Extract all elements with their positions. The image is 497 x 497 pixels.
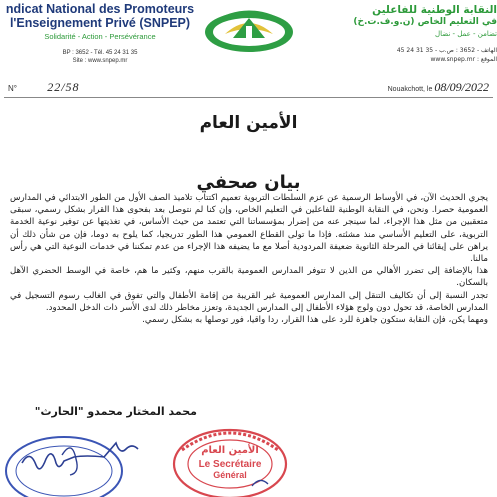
motto-ar: تضامن - عمل - نضال [435,30,497,38]
stamp-arabic-title: الأمين العام [201,445,259,456]
reference-date [388,80,489,95]
document-title: بيان صحفي [196,172,301,193]
body-paragraph: يجري الحديث الآن، في الأوساط الرسمية عن عزم السلطات التربوية تعميم اكتتاب تلاميذ الصف الأول من الطور الابتدائي في المدارس العمومية حصرا. ونحن، في النقابة الوطنية للفاعلين في التعليم الخاص، وإن كنا لم نتوصل بعد بفحوى هذا القرار بشكل رسمي، سبقى متعقبين من مثل هذا الإجراء، لما سينجر عنه من إضرار بمؤسساتنا التي تعتمد من حيث الأساس، في تغذيتها عن توفير نوعية الخدمة التربوية، على التعليم الأساسي منذ مشئته. فإذا ما تولى القطاع العمومي هذا الطور تدريجيا، كما يلوح به دوما، فإن من شأن ذلك أن يراهن على إيقائنا في المرحلة الثانوية ضعيفة المردودية أصلا مع ما يضيفه هذا الإجراء من عدم تمكننا في خدمات النوعية التي هي رأس مالنا. [10,193,488,265]
reference-date-value: 08/09/2022 [434,80,489,94]
reference-date-label: Nouakchott, le [387,86,433,93]
letterhead-french [0,2,200,64]
signer-name: محمد المختار محمدو "الحارث" [34,405,197,418]
body-text [10,192,488,326]
org-name-ar-line2: في التعليم الخاص (ن.و.ف.ت.خ) [353,17,497,27]
site-fr: Site : www.snpep.mr [72,58,128,64]
body-paragraph: تجدر النسبة إلى أن تكاليف التنقل إلى المدارس العمومية غير القريبة من إقامة الأطفال والتي تفوق في الغالب رسوم التسجيل في المدارس الخاصة، قد تحول دون ولوج هؤلاء الأطفال إلى المدارس الجديدة، وتعزز مخاطر ذلك لدى الأسر ذات الدخل المحدود. [10,290,488,313]
secretary-general-stamp-icon [170,420,292,497]
contact-ar: 45 24 31 35 - الهاتف - 3652 : ص.ب [396,47,497,54]
org-name-fr-line1: ndicat National des Promoteurs [5,2,195,16]
site-ar: www.snpep.mr : الموقع [430,56,497,63]
letterhead-arabic [322,4,497,63]
stamp-french-line1: Le Secrétaire [198,459,262,470]
header-divider [4,97,493,98]
org-name-ar-line1: النقابة الوطنية للفاعلين [372,4,497,16]
reference-number [8,80,80,95]
union-logo-icon [203,4,295,54]
addressee-heading: الأمين العام [199,113,298,133]
contact-fr: BP : 3652 - Tél. 45 24 31 35 [62,50,138,56]
official-stamp-left-icon [2,417,152,497]
reference-number-value: 22/58 [47,80,80,94]
stamp-french-line2: Général [213,470,247,480]
reference-number-label: N° [8,84,17,93]
body-paragraph: ومهما يكن، فإن النقابة ستكون جاهزة للرد على هذا القرار، ردا واقيا، فور توصلها به بشكل رسمي. [142,315,488,326]
motto-fr: Solidarité - Action - Persévérance [44,32,156,41]
body-paragraph: هذا بالإضافة إلى تضرر الأهالي من الذين لا تتوفر المدارس العمومية بالقرب منهم، وكثير ما هم، خاصة في الوسط الحضري الآهل بالسكان. [10,266,488,289]
org-name-fr-line2: l'Enseignement Privé (SNPEP) [9,16,191,30]
